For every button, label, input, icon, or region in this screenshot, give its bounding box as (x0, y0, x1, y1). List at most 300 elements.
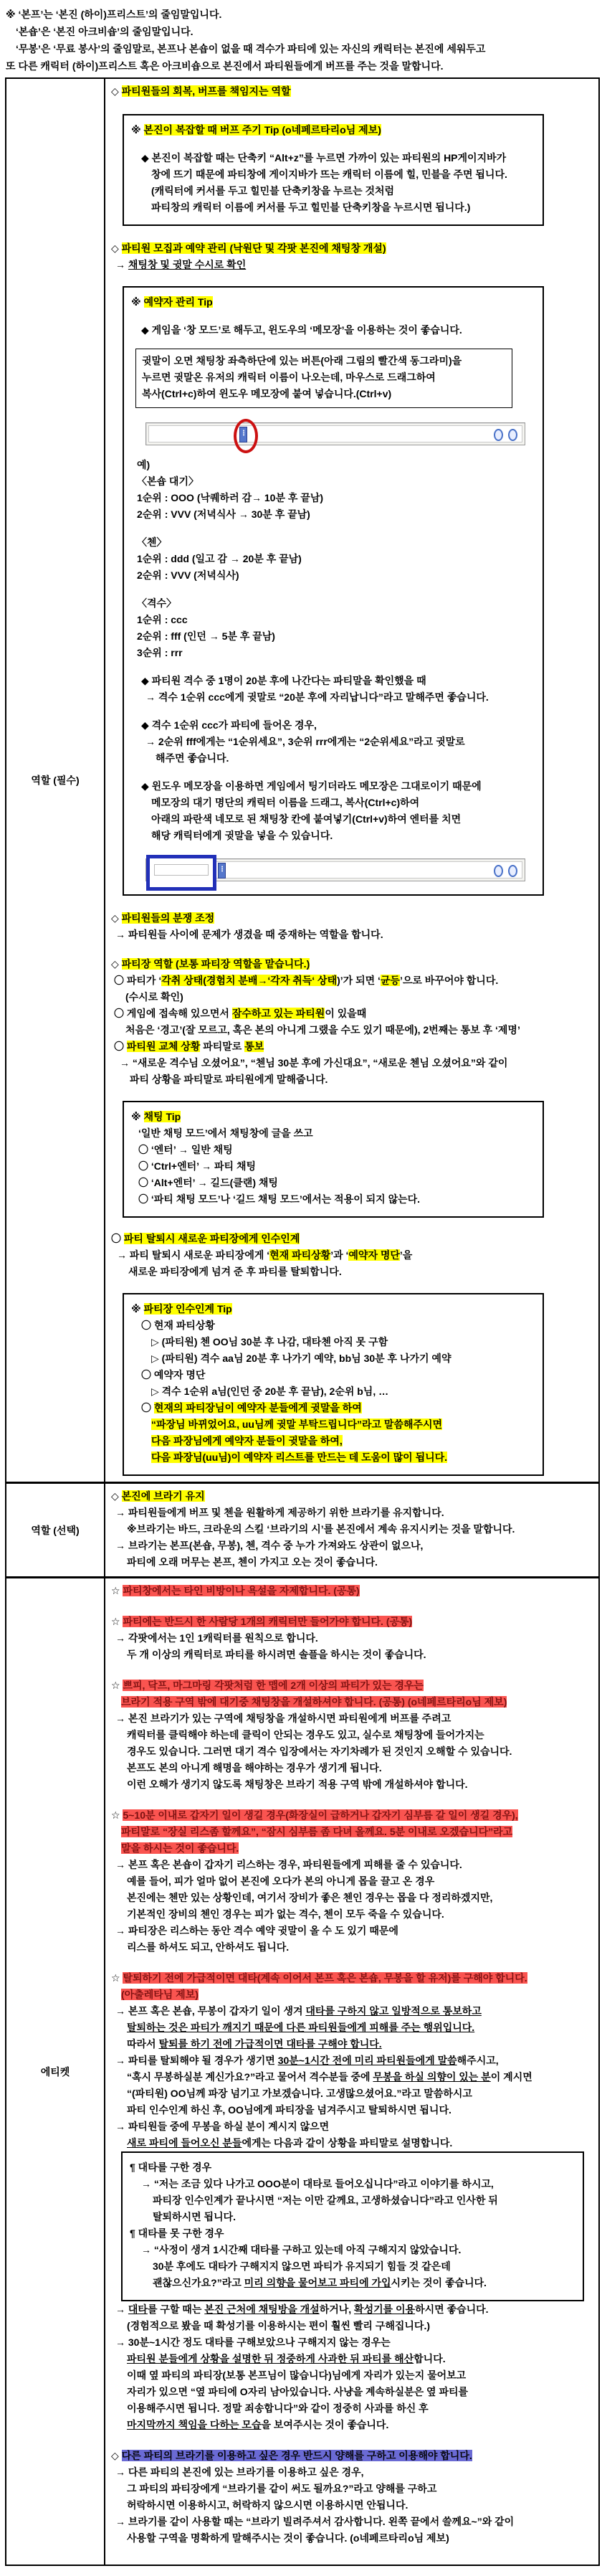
text-segment: 본진에는 첸만 있는 상황인데, 여기서 장비가 좋은 첸인 경우는 몹을 다 정리하겠지만, (127, 1892, 493, 1903)
spacer (111, 2433, 594, 2448)
text-segment: 1순위 : OOO (낙퀘하러 감→ 10분 후 끝남) (137, 492, 324, 503)
text-line (111, 2351, 594, 2367)
intro-line-2: ‘본숍’은 ‘본진 아크비숍’의 줄임말입니다. (16, 26, 194, 37)
text-line (111, 257, 594, 273)
highlight-segment: 대타를 구하지 않고 일방적으로 통보하고 (305, 2005, 482, 2017)
chat-entry-box-highlight (146, 855, 216, 891)
text-segment: 30분 후에도 대타가 구해지지 않으면 파티가 유지되기 힘들 것 같은데 (153, 2260, 451, 2272)
megaphone-icon (508, 429, 517, 441)
chat-screenshot (145, 858, 537, 881)
highlight-segment: 파티원들의 분쟁 조정 (121, 912, 215, 924)
text-line (111, 2384, 594, 2400)
text-line (131, 612, 537, 628)
text-line (131, 1334, 537, 1350)
highlight-segment: 브라기 적용 구역 밖에 대기중 채팅창을 개설하셔야 합니다. (공통) (o네페르타리o님 제보) (121, 1696, 507, 1708)
text-segment: 그 파티의 파티장에게 “브라기를 같이 써도 될까요?”라고 양해를 구하고 (127, 2483, 437, 2494)
intro-note (0, 0, 602, 77)
text-segment: 합니다. (414, 2353, 446, 2364)
text-line (131, 628, 537, 645)
text-segment: 3순위 : rrr (137, 647, 183, 658)
text-line (111, 1554, 594, 1571)
text-line (131, 150, 537, 166)
text-line (142, 386, 506, 402)
text-line (111, 2102, 594, 2118)
text-segment: 예를 들어, 피가 얼마 없어 본진에 오다가 본의 아니게 몹을 끌고 온 경우 (127, 1875, 435, 1887)
text-segment: ※ (131, 124, 144, 136)
text-segment: 해주면 좋습니다. (156, 752, 229, 764)
text-segment: ◆ 윈도우 메모장을 이용하면 게임에서 팅기더라도 메모장은 그대로이기 때문에 (141, 780, 482, 792)
text-segment: ※ (131, 1111, 144, 1122)
text-line (131, 750, 537, 767)
text-segment: 기본적인 장비의 첸인 경우는 피가 없는 격수, 첸이 모두 죽을 수 있습니다. (127, 1908, 444, 1920)
spacer (111, 100, 594, 114)
text-segment: → 브라기를 같이 사용할 때는 “브라기 빌려주셔서 감사합니다. 왼쪽 끝에서 쓸께요~”와 같이 (115, 2516, 515, 2527)
text-line (111, 1923, 594, 1939)
text-segment: ◆ 파티원 격수 중 1명이 20분 후에 나간다는 파티말을 확인했을 때 (141, 675, 426, 686)
text-line (131, 1449, 537, 1466)
text-segment: → 30분~1시간 정도 대타를 구해보았으나 구해지지 않는 경우는 (115, 2336, 391, 2348)
text-segment: 파티말로 (200, 1041, 245, 1052)
text-line (111, 927, 594, 943)
text-line (130, 2225, 577, 2242)
text-line (111, 1630, 594, 1647)
text-line (131, 534, 537, 551)
text-segment: ◇ (111, 242, 122, 254)
text-segment: → 격수 1순위 ccc에게 귓말로 “20분 후에 자리납니다”라고 말해주면 좋습니다. (145, 691, 489, 703)
text-segment: 1순위 : ccc (137, 614, 188, 625)
text-segment: ’으로 바꾸어야 합니다. (399, 975, 499, 986)
text-line (142, 369, 506, 386)
tip-box (121, 2151, 584, 2301)
red-circle-annotation (234, 419, 258, 453)
text-line (131, 322, 537, 338)
highlight-segment: 본진에 브라기 유지 (121, 1490, 205, 1502)
text-line (111, 1647, 594, 1663)
whisper-icon (494, 865, 503, 877)
text-segment: → 본진 브라기가 있는 구역에 채팅창을 개설하시면 파티원에게 버프를 주려고 (115, 1713, 452, 1724)
text-segment: ☆ (111, 1809, 123, 1821)
text-line (111, 1776, 594, 1793)
text-segment: 해주시고, (457, 2055, 499, 2066)
spacer (111, 896, 594, 910)
text-line (111, 1727, 594, 1743)
highlight-segment: 현재의 파티장님이 예약자 분들에게 귓말을 하여 (153, 1402, 362, 1414)
text-segment: → 파티 탈퇴시 새로운 파티장에게 ‘ (117, 1249, 270, 1261)
chat-input-bar (145, 858, 525, 881)
text-line (111, 956, 594, 972)
chat-icons (494, 865, 517, 877)
spacer (131, 767, 537, 778)
highlight-segment: 30분~1시간 전에 미리 파티원들에게 말씀 (277, 2055, 457, 2066)
text-line (111, 1939, 594, 1956)
text-line (130, 2192, 577, 2209)
text-segment: 자리가 있으면 “옆 파티에 O자리 남아있습니다. 사냥을 계속하실분은 옆 파티를 (127, 2386, 469, 2397)
highlight-segment: 탈퇴를 하기 전에 가급적이면 대타를 구해야 합니다. (158, 2038, 382, 2050)
text-segment: 경우도 있습니다. 그러면 대기 격수 입장에서는 자기차례가 된 것인지 오해할 수 있습니다. (127, 1746, 512, 1757)
text-segment: → 파티원들 사이에 문제가 생겼을 때 중재하는 역할을 합니다. (115, 929, 383, 940)
chat-grip-button: ⋮ (239, 427, 247, 442)
highlight-segment: 다음 파장님(uu님)이 예약자 리스트를 만드는 데 도움이 많이 됩니다. (151, 1452, 448, 1463)
text-segment: 〇 게임에 접속해 있으면서 (114, 1008, 232, 1019)
text-segment: 1순위 : ddd (일고 감 → 20분 후 끝남) (137, 553, 302, 564)
text-segment: 예) (137, 459, 150, 470)
text-segment: 새로운 파티장에게 넘겨 준 후 파티를 탈퇴합니다. (128, 1266, 342, 1277)
highlight-segment: 현재 파티상황 (269, 1249, 331, 1261)
tip-box (123, 286, 544, 896)
text-segment: ▷ (파티원) 첸 OO님 30분 후 나감, 대타첸 아직 못 구함 (151, 1336, 388, 1348)
text-segment: → 브라기는 본프(본숍, 무봉), 첸, 격수 중 누가 가져와도 상관이 없으나, (115, 1540, 424, 1551)
row-content-etiquette (105, 1578, 598, 2565)
text-segment: 〇 ‘파티 채팅 모드’나 ‘길드 채팅 모드’에서는 적용이 되지 않는다. (138, 1193, 421, 1205)
text-line (111, 1824, 594, 1840)
text-line (131, 1301, 537, 1317)
table-row-role-optional (6, 1482, 598, 1576)
spacer (111, 1663, 594, 1677)
text-segment: ◆ 본진이 복잡할 때는 단축키 “Alt+z”를 누르면 가까이 있는 파티원의 HP게이지바가 (141, 152, 507, 164)
text-segment: 이용해주시면 됩니다. 정말 죄송합니다”와 같이 정중히 사과를 하신 후 (127, 2402, 429, 2414)
text-segment: )’가 되면 ‘ (337, 975, 381, 986)
highlight-segment: 잠수하고 있는 파티원 (231, 1008, 325, 1019)
text-segment: ◇ (111, 1490, 122, 1502)
text-line (131, 551, 537, 567)
intro-line-1: ※ ‘본프’는 ‘본진 (하이)프리스트’의 줄임말입니다. (6, 9, 222, 20)
text-segment: 허락하시면 이용하시고, 허락하지 않으시면 이용하시면 안됩니다. (127, 2499, 408, 2511)
text-segment: 2순위 : VVV (저녁식사) (137, 569, 239, 581)
tip-box (123, 1101, 544, 1218)
text-line (131, 645, 537, 661)
text-line (111, 1677, 594, 1694)
row-content-role-optional (105, 1484, 598, 1576)
text-segment: → 파티원들에게 버프 및 첸을 원활하게 제공하기 위한 브라기를 유지합니다. (115, 1507, 444, 1518)
text-line (111, 1071, 594, 1088)
spacer (131, 523, 537, 534)
highlight-segment: “파장님 바뀌었어요, uu님께 귓말 부탁드립니다”라고 말씀해주시면 (151, 1419, 443, 1430)
tip-box (123, 114, 544, 226)
spacer (131, 706, 537, 717)
text-line (111, 2514, 594, 2530)
text-line (111, 2481, 594, 2497)
highlight-segment: 파티 탈퇴시 새로운 파티장에게 인수인계 (123, 1233, 300, 1244)
highlight-segment: 새로 파티에 들어오신 분들 (127, 2137, 242, 2149)
table-row-role-required (6, 79, 598, 1482)
text-line (111, 1264, 594, 1280)
text-segment: ▷ 격수 1순위 a님(인던 중 20분 후 끝남), 2순위 b님, … (151, 1386, 389, 1397)
table-row-etiquette (6, 1576, 598, 2565)
text-line (111, 1743, 594, 1760)
text-segment: 귓말이 오면 채팅창 좌측하단에 있는 버튼(아래 그림의 빨간색 동그라미)을 (142, 355, 462, 366)
text-segment: “(파티원) OO님께 파장 넘기고 가보겠습니다. 고생많으셨어요.”라고 말씀하시고 (127, 2088, 472, 2099)
highlight-segment: 예약자 명단 (348, 1249, 400, 1261)
text-line (131, 1125, 537, 1142)
text-segment: 리스를 하셔도 되고, 안하셔도 됩니다. (127, 1941, 290, 1953)
highlight-segment: 미리 의향을 물어보고 파티에 가입 (244, 2277, 391, 2288)
text-line (111, 2448, 594, 2464)
text-segment: (수시로 확인) (125, 991, 183, 1003)
text-segment: → 본프 혹은 본숍이 갑자기 리스하는 경우, 파티원들에게 피해를 줄 수 있습니다. (115, 1859, 462, 1870)
text-line (131, 1191, 537, 1208)
text-line (111, 989, 594, 1005)
text-segment: 누르면 귓말온 유저의 캐릭터 이름이 나오는데, 마우스로 드래그하여 (142, 371, 436, 383)
text-line (111, 1710, 594, 1727)
text-line (111, 1694, 594, 1710)
text-line (111, 83, 594, 100)
text-segment: 하시면 좋습니다. (415, 2303, 489, 2315)
text-line (111, 1247, 594, 1264)
chat-input-field (148, 425, 522, 442)
text-segment: → 본프 혹은 본숍, 무봉이 갑자기 일이 생겨 (115, 2005, 306, 2017)
text-segment: 처음은 ‘경고’(잘 모르고, 혹은 본의 아니게 그랬을 수도 있기 때문에), 2번째는 통보 후 ‘제명’ (125, 1024, 520, 1036)
text-line (131, 1350, 537, 1367)
text-segment: ¶ 대타를 못 구한 경우 (130, 2227, 224, 2239)
text-segment: → 파티원들 중에 무봉을 하실 분이 계시지 않으면 (115, 2121, 330, 2132)
text-line (111, 1873, 594, 1890)
spacer (131, 584, 537, 595)
text-segment: → 각팟에서는 1인 1캐릭터를 원칙으로 합니다. (115, 1632, 318, 1644)
highlight-segment: 파티원들의 회복, 버프를 책임지는 역할 (121, 85, 291, 97)
spacer (131, 408, 537, 415)
highlight-segment: 채팅창 및 귓말 수시로 확인 (128, 259, 247, 270)
text-line (131, 122, 537, 138)
text-segment: → 다른 파티의 본진에 있는 브라기를 이용하고 싶은 경우, (115, 2466, 364, 2478)
highlight-segment: 본진 근처에 채팅방을 개설 (204, 2303, 320, 2315)
intro-line-3: ‘무봉’은 ‘무료 봉사’의 줄임말로, 본프나 본숍이 없을 때 격수가 파티에 있는 자신의 캐릭터는 본진에 세워두고 (16, 43, 486, 55)
row-label-role-required: 역할 (필수) (6, 79, 105, 1482)
text-line (130, 2258, 577, 2275)
text-segment: 〈본숍 대기〉 (137, 475, 199, 487)
spacer (131, 450, 537, 457)
text-line (111, 1890, 594, 1906)
text-segment: 메모장의 대기 명단의 캐릭터 이름을 드래그, 복사(Ctrl+c)하여 (151, 797, 420, 808)
text-segment: 〇 ‘Alt+엔터’ → 길드(클랜) 채팅 (138, 1177, 278, 1188)
text-segment: → (115, 2303, 128, 2315)
text-line (111, 2497, 594, 2514)
text-line (131, 795, 537, 811)
text-segment: 이때 옆 파티의 파티장(보통 본프님이 많습니다)님에게 자리가 있는지 물어보고 (127, 2369, 467, 2381)
text-line (111, 1231, 594, 1247)
text-line (111, 2464, 594, 2481)
text-segment: 하거나, (319, 2303, 355, 2315)
highlight-segment: 예약자 관리 Tip (143, 296, 213, 308)
text-line (131, 457, 537, 473)
text-line (111, 1055, 594, 1071)
highlight-segment: 다음 파장님에게 예약자 분들이 귓말을 하여, (151, 1435, 343, 1446)
highlight-segment: 탈퇴하는 것은 파티가 깨지기 때문에 다른 파티원들에게 피해를 주는 행위입니다. (127, 2022, 475, 2033)
text-line (111, 1840, 594, 1857)
text-line (111, 2135, 594, 2151)
text-segment: → “저는 조금 있다 나가고 OOO분이 대타로 들어오십니다”라고 이야기를 하시고, (141, 2178, 494, 2189)
highlight-segment: 채팅 Tip (143, 1111, 181, 1122)
spacer (111, 273, 594, 286)
text-segment: 파티에 오래 머무는 본프, 첸이 가지고 오는 것이 좋습니다. (127, 1556, 378, 1568)
text-segment: ¶ 대타를 구한 경우 (130, 2161, 212, 2173)
text-line (131, 567, 537, 584)
text-line (131, 183, 537, 199)
text-line (111, 1521, 594, 1538)
text-line (131, 294, 537, 311)
highlight-segment: 무봉을 하실 의향이 있는 분 (373, 2071, 491, 2083)
text-segment: ※ (131, 1303, 144, 1315)
text-line (131, 734, 537, 750)
text-line (111, 2400, 594, 2417)
spacer (111, 226, 594, 240)
text-segment: 파티 상황을 파티말로 파티원에게 말해줍니다. (130, 1074, 328, 1085)
text-segment: 〇 (141, 1402, 154, 1414)
text-line (111, 1614, 594, 1630)
text-segment: → 파티를 탈퇴해야 될 경우가 생기면 (115, 2055, 278, 2066)
text-line (131, 717, 537, 734)
spacer (111, 1793, 594, 1807)
text-segment: ☆ (111, 1616, 123, 1627)
spacer (131, 138, 537, 150)
highlight-segment: 파티장 인수인계 Tip (143, 1303, 232, 1315)
spacer (111, 1280, 594, 1293)
highlight-segment: 탈퇴하기 전에 가급적이면 대타(계속 이어서 본프 혹은 본숍, 무봉을 할 유저)를 구해야 합니다. (123, 1972, 527, 1984)
highlight-segment: 다른 파티의 브라기를 이용하고 싶은 경우 반드시 양해를 구하고 이용해야 합니다. (121, 2450, 472, 2461)
highlight-segment: 각취 상태(경험치 분배→‘각자 취득‘ 상태 (161, 975, 338, 986)
highlight-segment: 통보 (244, 1041, 264, 1052)
text-line (131, 1158, 537, 1175)
highlight-segment: 파티창에서는 타인 비방이나 욕설을 자제합니다. (공통) (123, 1585, 360, 1596)
text-line (111, 2367, 594, 2384)
text-line (131, 166, 537, 183)
text-line (111, 1760, 594, 1776)
text-segment: ◇ (111, 2450, 122, 2461)
whisper-icon (494, 429, 503, 441)
text-line (111, 1583, 594, 1599)
text-segment: ◆ 게임을 ‘창 모드’로 해두고, 윈도우의 ‘메모장’을 이용하는 것이 좋습니다. (141, 324, 462, 336)
text-line (111, 910, 594, 927)
text-segment: ※브라기는 바드, 크라운의 스킬 ‘브라기의 시’를 본진에서 계속 유지시키는 것을 말합니다. (127, 1523, 515, 1535)
text-segment: ’과 ‘ (330, 1249, 349, 1261)
spacer (131, 311, 537, 322)
text-line (131, 1400, 537, 1416)
highlight-segment: 말을 하시는 것이 좋습니다. (121, 1842, 239, 1854)
text-segment: 따라서 (127, 2038, 159, 2050)
text-line (131, 811, 537, 828)
spacer (131, 338, 537, 349)
text-segment: ’을 (399, 1249, 413, 1261)
text-segment: ☆ (111, 1972, 123, 1984)
spacer (111, 1218, 594, 1231)
text-segment: ☆ (111, 1585, 123, 1596)
text-segment: 〇 (111, 1233, 124, 1244)
highlight-segment: 쁘피, 닥프, 마그마링 각팟처럼 한 맵에 2개 이상의 파티가 있는 경우는 (123, 1680, 424, 1691)
text-line (111, 1857, 594, 1873)
text-line (131, 473, 537, 490)
text-line (131, 673, 537, 689)
text-segment: 〇 ‘Ctrl+엔터’ → 파티 채팅 (138, 1160, 256, 1172)
text-line (131, 506, 537, 523)
text-segment: 복사(Ctrl+c)하여 윈도우 메모장에 붙여 넣습니다.(Ctrl+v) (142, 388, 392, 399)
highlight-segment: 5~10분 이내로 갑자기 일이 생길 경우(화장실이 급하거나 갑자기 심부름 갈 일이 생길 경우), (123, 1809, 518, 1821)
text-segment: ☆ (111, 1680, 123, 1691)
text-line (130, 2242, 577, 2258)
text-segment: 2순위 : fff (인던 → 5분 후 끝남) (137, 630, 275, 642)
spacer (111, 943, 594, 956)
text-line (130, 2209, 577, 2225)
text-segment: ◇ (111, 912, 122, 924)
text-line (111, 2301, 594, 2318)
text-segment: ◇ (111, 85, 122, 97)
text-segment: → “새로운 격수님 오셨어요”, “첸님 30분 후에 가신대요”, “새로운 첸님 오셨어요”와 같이 (120, 1057, 508, 1069)
text-segment: 〇 예약자 명단 (141, 1369, 206, 1381)
spacer (131, 844, 537, 851)
text-segment: 이런 오해가 생기지 않도록 채팅창은 브라기 적용 구역 밖에 개설하셔야 합니다. (127, 1779, 468, 1790)
text-line (111, 2036, 594, 2052)
text-segment: 괜찮으신가요?”라고 (153, 2277, 244, 2288)
text-line (131, 1109, 537, 1125)
chat-screenshot (145, 422, 537, 445)
text-segment: 파티 인수인계 하신 후, OO님에게 파티장을 넘겨주시고 탈퇴하시면 됩니다. (127, 2104, 452, 2116)
text-segment: 이 있을때 (325, 1008, 367, 1019)
highlight-segment: (아출레타님 제보) (121, 1989, 199, 2000)
intro-line-4: 또 다른 캐릭터 (하이)프리스트 혹은 아크비숍으로 본진에서 파티원들에게 버프를 주는 것을 말합니다. (6, 60, 444, 72)
highlight-segment: 파티에는 반드시 한 사람당 1개의 캐릭터만 들어가야 합니다. (공통) (123, 1616, 413, 1627)
text-line (130, 2176, 577, 2192)
text-line (111, 2530, 594, 2547)
text-line (130, 2159, 577, 2176)
chat-icons (494, 429, 517, 441)
chat-entry-input (154, 864, 209, 876)
text-line (131, 1416, 537, 1433)
row-content-role-required (105, 79, 598, 1482)
text-line (111, 1022, 594, 1038)
text-segment: 〇 (114, 1041, 127, 1052)
text-segment: 시키는 것이 좋습니다. (391, 2277, 487, 2288)
text-segment: 〈격수〉 (137, 597, 177, 609)
text-line (131, 1175, 537, 1191)
text-line (111, 1538, 594, 1554)
highlight-segment: 파티원 모집과 예약 관리 (낙원단 및 각팟 본진에 채팅창 개설) (121, 242, 386, 254)
highlight-segment: 대타 (128, 2303, 148, 2315)
tip-box (123, 1293, 544, 1476)
text-line (142, 353, 506, 369)
text-line (111, 1505, 594, 1521)
text-line (111, 2019, 594, 2036)
text-segment: ▷ (파티원) 격수 aa님 20분 후 나가기 예약, bb님 30분 후 나가기 예약 (151, 1353, 452, 1364)
text-segment: 이 계시면 (490, 2071, 532, 2083)
text-line (131, 595, 537, 612)
spacer (111, 1956, 594, 1970)
text-line (111, 2417, 594, 2433)
text-line (111, 2003, 594, 2019)
text-segment: (경험적으로 봤을 때 확성기를 이용하시는 편이 훨씬 빨리 구해집니다.) (127, 2320, 431, 2331)
highlight-segment: 파티말로 “장실 리스좀 할께요”, “잠시 심부름 좀 다녀 올께요. 5분 이내로 오겠습니다”라고 (121, 1826, 513, 1837)
text-segment: 파티창의 캐릭터 이름에 커서를 두고 힐민블 단축키창을 누르시면 됩니다.) (151, 202, 471, 213)
megaphone-icon (508, 865, 517, 877)
text-line (111, 1970, 594, 1987)
text-segment: 파티장 인수인계가 끝나시면 “저는 이만 갈께요, 고생하셨습니다”라고 인사한 뒤 (153, 2194, 498, 2206)
text-segment: 본프도 본의 아니게 해명을 해야하는 경우가 생기게 됩니다. (127, 1762, 382, 1774)
highlight-segment: 파티원 교체 상황 (126, 1041, 201, 1052)
text-segment: 〇 현재 파티상황 (141, 1320, 215, 1331)
row-label-role-optional: 역할 (선택) (6, 1484, 105, 1576)
tip-box (135, 349, 512, 408)
text-line (111, 1488, 594, 1505)
text-segment: → (115, 259, 128, 270)
text-segment: 캐릭터를 클릭해야 하는데 클릭이 안되는 경우도 있고, 실수로 채팅창에 들어가지는 (127, 1729, 484, 1741)
text-line (131, 490, 537, 506)
text-line (111, 240, 594, 257)
chat-grip-button: ⋮ (218, 863, 226, 879)
text-segment: ※ (131, 296, 144, 308)
text-segment: 를 구할 때는 (147, 2303, 205, 2315)
text-segment: 〈첸〉 (137, 536, 167, 548)
text-segment: ◆ 격수 1순위 ccc가 파티에 들어온 경우, (141, 719, 317, 731)
text-segment: 에게는 다음과 같이 상황을 파티말로 설명합니다. (242, 2137, 453, 2149)
text-line (131, 1142, 537, 1158)
highlight-segment: 본진이 복잡할 때 버프 주기 Tip (o네페르타리o님 제보) (143, 124, 381, 136)
